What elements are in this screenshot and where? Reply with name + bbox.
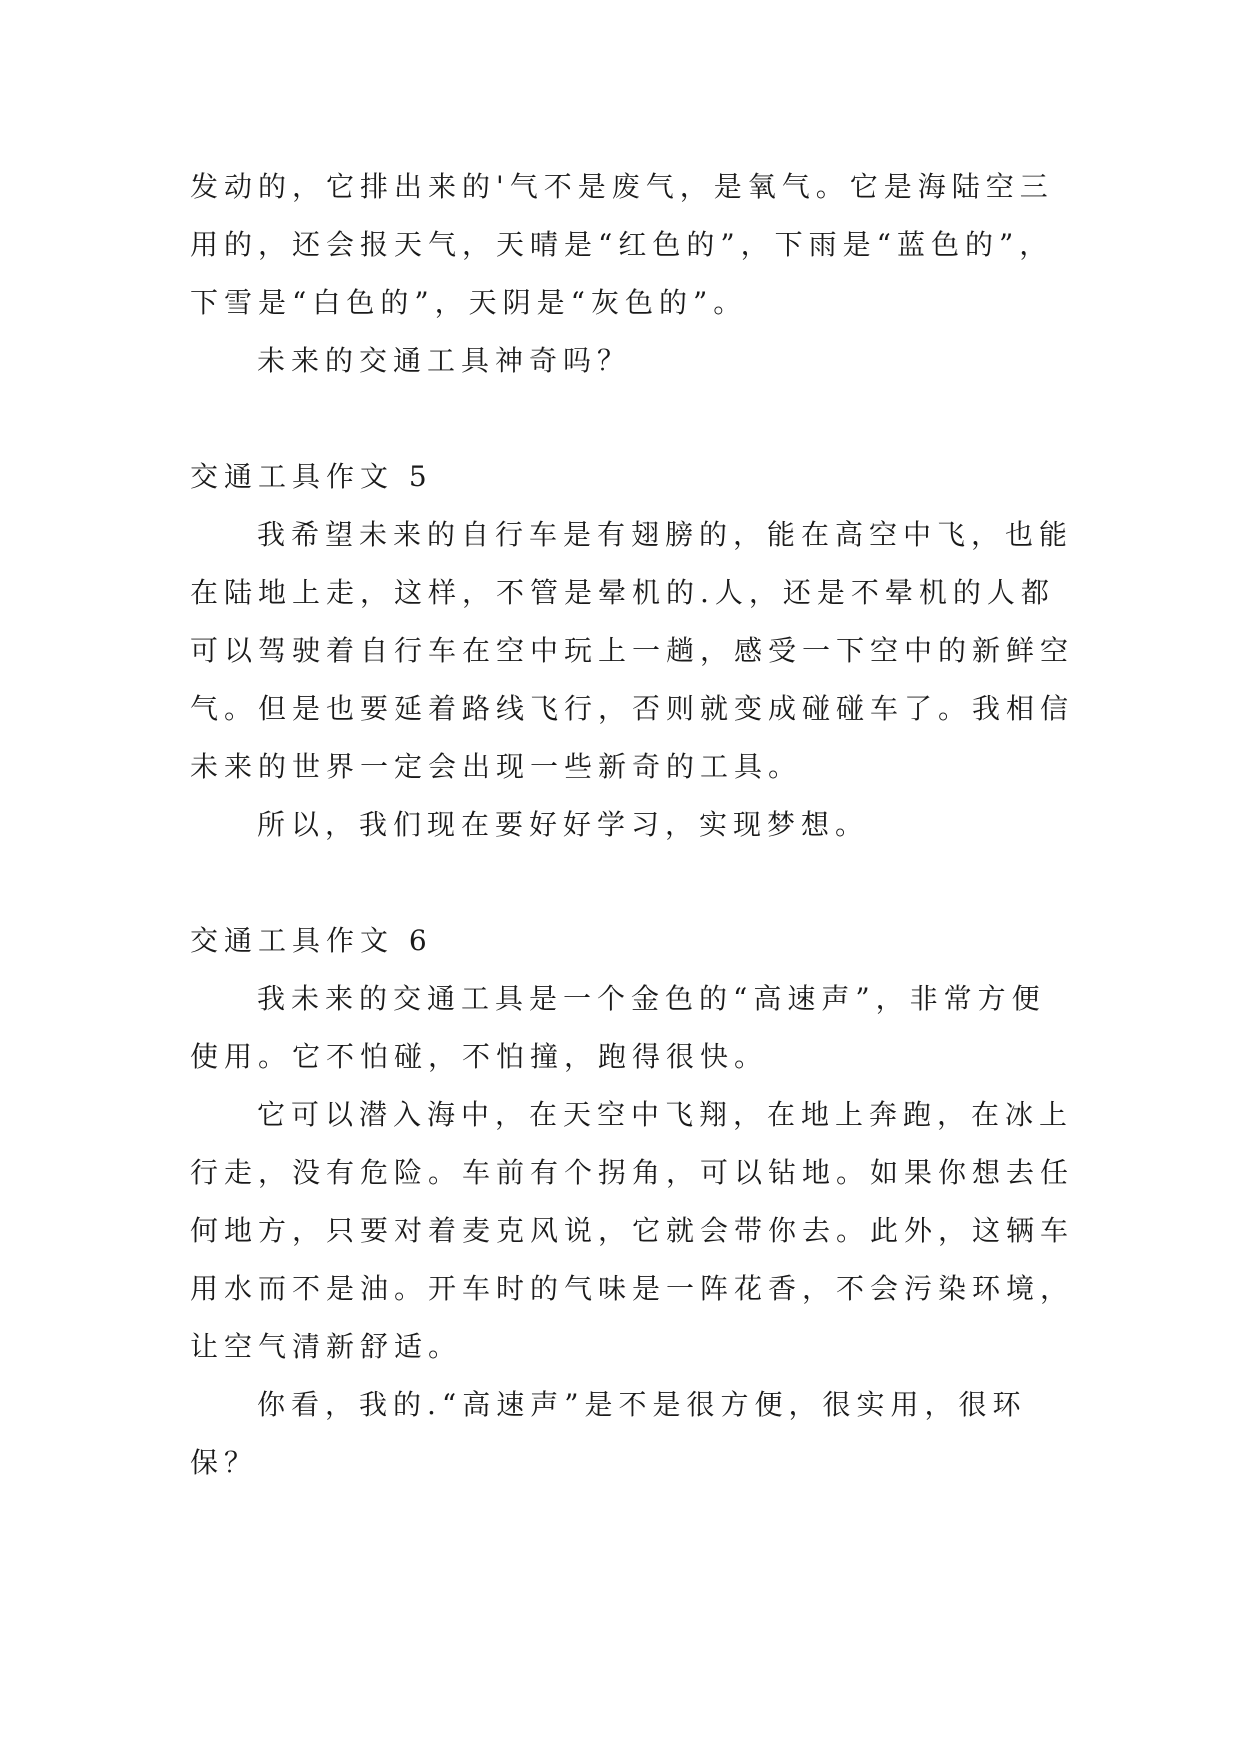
text-line: 它可以潜入海中，在天空中飞翔，在地上奔跑，在冰上 bbox=[257, 1098, 1074, 1131]
text-line: 下雪是“白色的”，天阴是“灰色的”。 bbox=[190, 286, 748, 319]
text-line: 未来的世界一定会出现一些新奇的工具。 bbox=[190, 750, 803, 783]
text-line: 在陆地上走，这样，不管是晕机的.人，还是不晕机的人都 bbox=[190, 576, 1055, 609]
text-line: 何地方，只要对着麦克风说，它就会带你去。此外，这辆车 bbox=[190, 1214, 1075, 1247]
text-line: 未来的交通工具神奇吗？ bbox=[257, 344, 632, 377]
text-line: 我希望未来的自行车是有翅膀的，能在高空中飞，也能 bbox=[257, 518, 1074, 551]
section-heading-6: 交通工具作文 6 bbox=[190, 924, 433, 957]
text-line: 我未来的交通工具是一个金色的“高速声”，非常方便 bbox=[257, 982, 1046, 1015]
text-line: 所以，我们现在要好好学习，实现梦想。 bbox=[257, 808, 870, 841]
text-line: 可以驾驶着自行车在空中玩上一趟，感受一下空中的新鲜空 bbox=[190, 634, 1075, 667]
paragraph-5-1 bbox=[190, 506, 1075, 796]
text-line: 气。但是也要延着路线飞行，否则就变成碰碰车了。我相信 bbox=[190, 692, 1075, 725]
paragraph-6-3 bbox=[190, 1376, 1070, 1492]
section-heading-5: 交通工具作文 5 bbox=[190, 460, 433, 493]
paragraph-5-2 bbox=[190, 796, 1070, 854]
text-line: 发动的，它排出来的'气不是废气，是氧气。它是海陆空三 bbox=[190, 170, 1054, 203]
text-line: 保？ bbox=[190, 1446, 259, 1479]
text-line: 让空气清新舒适。 bbox=[190, 1330, 463, 1363]
paragraph-prev-2 bbox=[190, 332, 1070, 390]
paragraph-prev-1 bbox=[190, 158, 1070, 332]
text-line: 行走，没有危险。车前有个拐角，可以钻地。如果你想去任 bbox=[190, 1156, 1075, 1189]
text-line: 使用。它不怕碰，不怕撞，跑得很快。 bbox=[190, 1040, 769, 1073]
paragraph-6-1 bbox=[190, 970, 1070, 1086]
text-line: 你看，我的.“高速声”是不是很方便，很实用，很环 bbox=[257, 1388, 1027, 1421]
paragraph-6-2 bbox=[190, 1086, 1075, 1376]
text-line: 用的，还会报天气，天晴是“红色的”，下雨是“蓝色的”， bbox=[190, 228, 1054, 261]
text-line: 用水而不是油。开车时的气味是一阵花香，不会污染环境， bbox=[190, 1272, 1075, 1305]
